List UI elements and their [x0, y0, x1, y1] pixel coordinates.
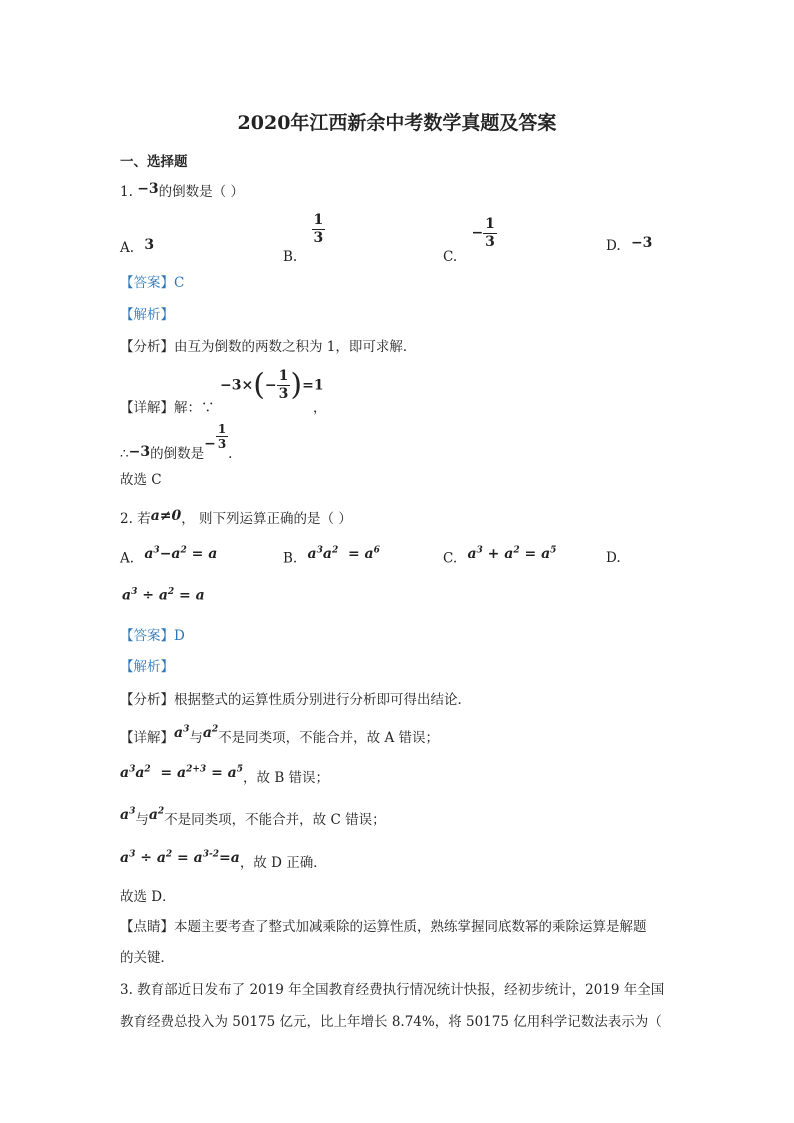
math-expr: −3× — [220, 377, 254, 394]
math-expr: −3 — [630, 235, 653, 251]
text: 不是同类项，不能合并，故 C 错误； — [164, 812, 386, 828]
option-label: B. — [283, 550, 298, 567]
analysis-text: 【分析】由互为倒数的两数之积为 1，即可求解． — [120, 339, 417, 355]
dianjing-text-2: 的关键． — [120, 950, 174, 966]
option-label: C. — [443, 550, 458, 567]
denominator: 3 — [278, 385, 289, 402]
fraction — [483, 216, 497, 251]
option-c — [443, 216, 497, 265]
answer-tag: 【答案】D — [120, 628, 185, 644]
math-expr: −3 — [128, 444, 151, 461]
numerator: 1 — [278, 368, 289, 384]
question-number: 1. — [120, 184, 133, 200]
math-expr: −3 — [137, 181, 159, 197]
fraction — [216, 422, 228, 452]
text: ， 则下列运算正确的是（ ） — [181, 511, 352, 527]
option-d-math: $a^3 \div a^2 = a$ — [122, 587, 205, 604]
detail-line-1 — [120, 726, 439, 746]
question-3-line-2: 教育经费总投入为 50175 亿元，比上年增长 8.74%，将 50175 亿用科学记数法表示为（ — [120, 1014, 662, 1030]
option-b — [283, 212, 325, 265]
numerator: 1 — [313, 212, 324, 228]
denominator: 3 — [217, 437, 227, 452]
text: 与 — [189, 730, 203, 746]
math-expr: a≠0 — [150, 508, 182, 524]
detail-equation — [220, 368, 324, 403]
fraction — [312, 212, 326, 247]
option-label: A. — [120, 240, 135, 256]
option-d — [606, 235, 653, 254]
math-expr: 3 — [144, 237, 155, 253]
comma: ， — [313, 400, 327, 416]
analysis-tag: 【解析】 — [120, 659, 174, 675]
left-paren: ( — [253, 367, 265, 403]
section-heading: 一、选择题 — [120, 154, 188, 170]
text: ，故 D 正确． — [239, 855, 327, 871]
detail-label: 【详解】 — [120, 730, 174, 746]
analysis-text: 【分析】根据整式的运算性质分别进行分析即可得出结论． — [120, 692, 471, 708]
question-2-stem — [120, 507, 352, 527]
option-label: A. — [120, 550, 135, 567]
option-label: D. — [606, 238, 621, 254]
option-b — [283, 545, 380, 567]
text: 不是同类项，不能合并，故 A 错误； — [218, 730, 440, 746]
math-expr: $a^3$ — [174, 724, 190, 741]
math-expr: $a^3a^2 = a^6$ — [307, 545, 380, 562]
text: 若 — [137, 511, 151, 527]
math-expr: $a^3 + a^2 = a^5$ — [467, 545, 557, 562]
math-expr: $a^3 \div a^2 = a^{3-2}=a$ — [120, 849, 240, 866]
fraction — [277, 368, 291, 403]
text: 的倒数是 — [150, 446, 205, 463]
question-number: 2. — [120, 511, 133, 527]
text: . — [228, 446, 233, 463]
analysis-tag: 【解析】 — [120, 307, 174, 323]
stem-text: 的倒数是（ ） — [158, 184, 244, 200]
math-expr: $a^3-a^2 = a$ — [144, 545, 218, 562]
choose-text: 故选 C — [120, 472, 162, 488]
denominator: 3 — [485, 233, 495, 250]
math-expr: $a^2$ — [202, 724, 219, 741]
answer-tag: 【答案】C — [120, 275, 185, 291]
option-label: B. — [283, 248, 298, 265]
denominator: 3 — [313, 229, 324, 246]
numerator: 1 — [485, 216, 495, 232]
therefore-line — [120, 422, 233, 463]
numerator: 1 — [217, 422, 227, 436]
option-label: C. — [443, 248, 458, 265]
detail-line-3 — [120, 808, 386, 828]
math-expr: =1 — [302, 377, 324, 394]
text: ，故 B 错误； — [243, 770, 330, 786]
detail-line-2 — [120, 766, 329, 786]
math-expr: $a^3a^2 = a^{2+3} = a^5$ — [120, 764, 244, 781]
option-a — [120, 545, 218, 567]
detail-line-4 — [120, 851, 327, 871]
minus-sign: − — [204, 436, 216, 453]
minus-sign: − — [264, 377, 277, 394]
choose-text: 故选 D． — [120, 889, 176, 905]
question-1-stem — [120, 180, 244, 200]
math-expr: $a^2$ — [148, 806, 165, 823]
option-c — [443, 545, 557, 567]
math-expr: $a^3$ — [120, 806, 136, 823]
question-3-line-1: 3. 教育部近日发布了 2019 年全国教育经费执行情况统计快报，经初步统计，2019 年全国 — [120, 982, 665, 998]
option-a — [120, 237, 155, 256]
option-d — [606, 550, 621, 566]
text: 与 — [135, 812, 149, 828]
detail-label: 【详解】解：∵ — [120, 400, 215, 416]
option-label: D. — [606, 550, 621, 566]
right-paren: ) — [290, 367, 303, 403]
dianjing-text: 【点睛】本题主要考查了整式加减乘除的运算性质，熟练掌握同底数幂的乘除运算是解题 — [120, 919, 647, 935]
page-title: 2020年江西新余中考数学真题及答案 — [237, 112, 557, 134]
minus-sign: − — [471, 224, 484, 241]
therefore-symbol: ∴ — [120, 446, 129, 463]
